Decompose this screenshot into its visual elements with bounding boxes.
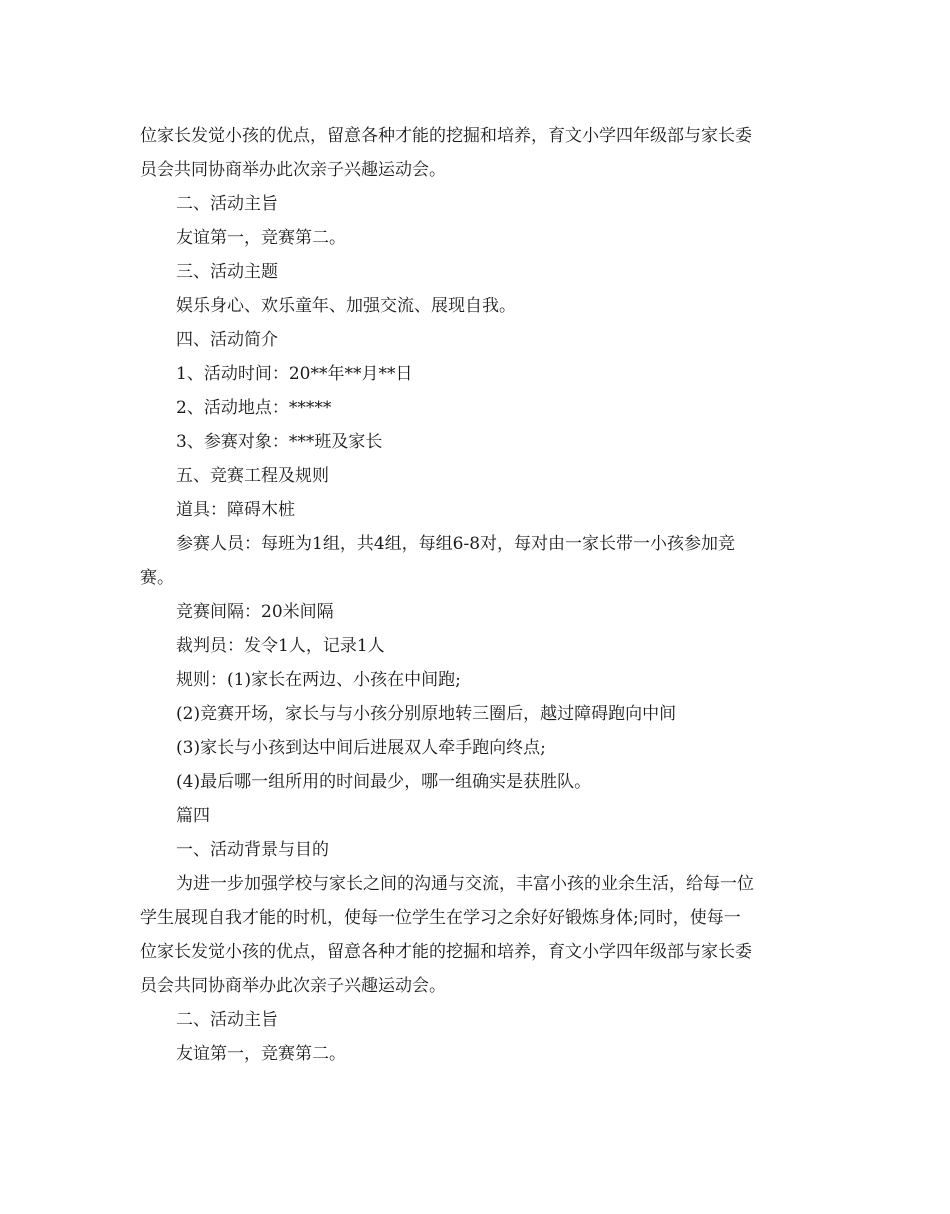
section-heading: 五、竞赛工程及规则: [176, 466, 329, 486]
text-line: (4)最后哪一组所用的时间最少，哪一组确实是获胜队。: [176, 772, 592, 792]
text-line: 位家长发觉小孩的优点，留意各种才能的挖掘和培养，育文小学四年级部与家长委: [140, 942, 752, 962]
text-line: 娱乐身心、欢乐童年、加强交流、展现自我。: [176, 296, 516, 316]
text-line: 位家长发觉小孩的优点，留意各种才能的挖掘和培养，育文小学四年级部与家长委: [140, 126, 752, 146]
text-line: 道具：障碍木桩: [176, 500, 295, 520]
section-heading: 篇四: [176, 806, 210, 826]
text-line: (3)家长与小孩到达中间后进展双人牵手跑向终点;: [176, 738, 546, 758]
section-heading: 三、活动主题: [176, 262, 278, 282]
text-line: 1、活动时间：20**年**月**日: [176, 364, 413, 384]
text-line: 友谊第一，竞赛第二。: [176, 228, 346, 248]
text-line: 裁判员：发令1人，记录1人: [176, 636, 385, 656]
section-heading: 二、活动主旨: [176, 194, 278, 214]
section-heading: 四、活动简介: [176, 330, 278, 350]
text-line: 为进一步加强学校与家长之间的沟通与交流，丰富小孩的业余生活，给每一位: [176, 874, 754, 894]
text-line: 2、活动地点：*****: [176, 398, 332, 418]
text-line: 3、参赛对象：***班及家长: [176, 432, 383, 452]
text-line: 员会共同协商举办此次亲子兴趣运动会。: [140, 976, 446, 996]
document-body: [140, 119, 820, 1071]
text-line: 竞赛间隔：20米间隔: [176, 602, 334, 622]
text-line: 员会共同协商举办此次亲子兴趣运动会。: [140, 160, 446, 180]
text-line: (2)竞赛开场，家长与与小孩分别原地转三圈后，越过障碍跑向中间: [176, 704, 677, 724]
section-heading: 二、活动主旨: [176, 1010, 278, 1030]
text-line: 友谊第一，竞赛第二。: [176, 1044, 346, 1064]
section-heading: 一、活动背景与目的: [176, 840, 329, 860]
text-line: 参赛人员：每班为1组，共4组，每组6-8对，每对由一家长带一小孩参加竞: [176, 534, 736, 554]
text-line: 赛。: [140, 568, 174, 588]
text-line: 规则：(1)家长在两边、小孩在中间跑;: [176, 670, 461, 690]
text-line: 学生展现自我才能的时机，使每一位学生在学习之余好好锻炼身体;同时，使每一: [140, 908, 741, 928]
